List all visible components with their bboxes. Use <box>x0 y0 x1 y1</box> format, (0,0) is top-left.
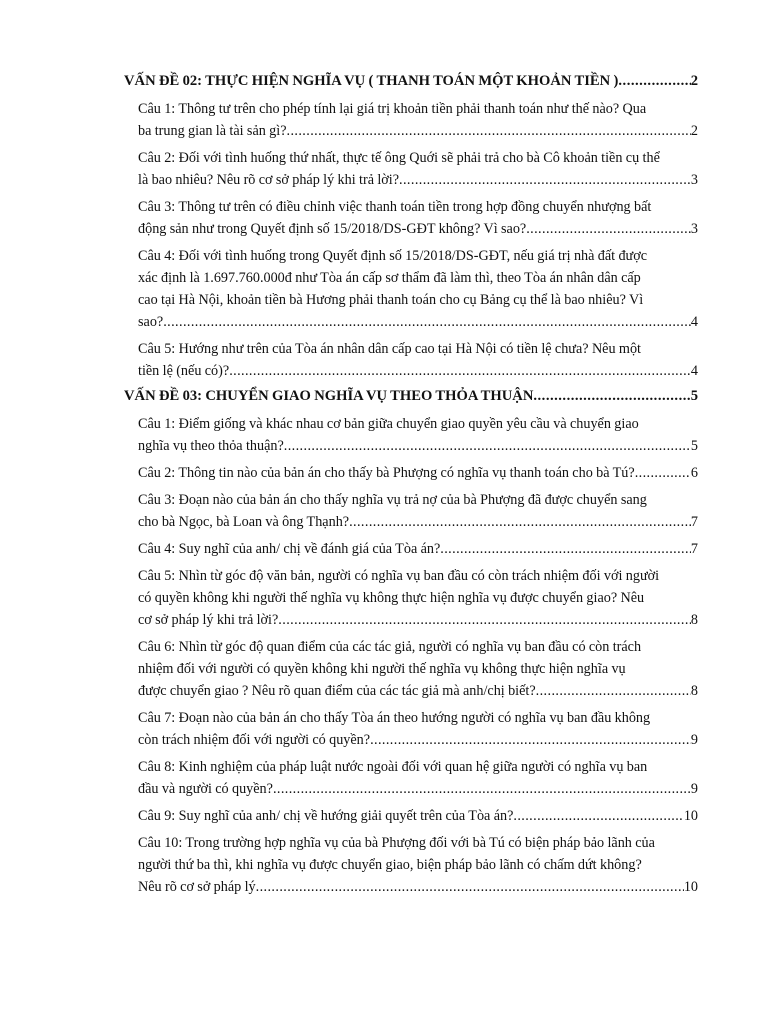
page-number: 10 <box>683 808 698 824</box>
toc-entry[interactable] <box>138 245 698 333</box>
page-number: 2 <box>690 123 698 139</box>
toc-entry[interactable] <box>138 805 698 827</box>
dot-leader <box>284 435 691 457</box>
dot-leader <box>163 311 691 333</box>
toc-entry[interactable] <box>138 707 698 751</box>
entry-text-line: cơ sở pháp lý khi trả lời? <box>138 612 279 628</box>
entry-text-line: Câu 10: Trong trường hợp nghĩa vụ của bà Phượng đối với bà Tú có biện pháp bảo lãnh của <box>138 835 655 851</box>
entry-text-line: Câu 7: Đoạn nào của bản án cho thấy Tòa án theo hướng người có nghĩa vụ ban đầu không <box>138 710 651 726</box>
toc-entry[interactable] <box>138 462 698 484</box>
entry-last-line <box>138 778 698 800</box>
dot-leader <box>618 72 690 91</box>
dot-leader <box>278 609 691 631</box>
entry-text-line: Câu 4: Suy nghĩ của anh/ chị về đánh giá của Tòa án? <box>138 541 441 557</box>
dot-leader <box>349 511 691 533</box>
entry-text-line: được chuyển giao ? Nêu rõ quan điểm của các tác giả mà anh/chị biết? <box>138 683 536 699</box>
dot-leader <box>399 169 691 191</box>
dot-leader <box>513 805 683 827</box>
table-of-contents <box>124 72 698 903</box>
entry-text-line: còn trách nhiệm đối với người có quyền? <box>138 732 371 748</box>
toc-entry[interactable] <box>138 756 698 800</box>
dot-leader <box>229 360 691 382</box>
entry-text-line: động sản như trong Quyết định số 15/2018/DS-GĐT không? Vì sao? <box>138 221 527 237</box>
page-number: 2 <box>690 73 698 89</box>
toc-entry[interactable] <box>138 832 698 898</box>
page-number: 3 <box>690 172 698 188</box>
dot-leader <box>536 680 691 702</box>
entry-text-line: Nêu rõ cơ sở pháp lý <box>138 879 256 895</box>
toc-section-heading[interactable] <box>124 387 698 406</box>
entry-text-line: Câu 5: Nhìn từ góc độ văn bản, người có nghĩa vụ ban đầu có còn trách nhiệm đối với người <box>138 568 660 584</box>
entry-last-line <box>138 680 698 702</box>
entry-last-line <box>138 169 698 191</box>
toc-entry[interactable] <box>138 147 698 191</box>
entry-last-line <box>138 360 698 382</box>
toc-entry[interactable] <box>138 636 698 702</box>
toc-entry[interactable] <box>138 538 698 560</box>
entry-text-line: có quyền không khi người thế nghĩa vụ không thực hiện nghĩa vụ được chuyển giao? Nêu <box>138 590 645 606</box>
entry-text-line: sao? <box>138 314 164 330</box>
page-number: 8 <box>690 612 698 628</box>
page-number: 6 <box>690 465 698 481</box>
entry-last-line <box>138 805 698 827</box>
entry-text-line: Câu 3: Đoạn nào của bản án cho thấy nghĩa vụ trả nợ của bà Phượng đã được chuyển sang <box>138 492 647 508</box>
entry-text-line: cho bà Ngọc, bà Loan và ông Thạnh? <box>138 514 350 530</box>
entry-text-line: ba trung gian là tài sản gì? <box>138 123 287 139</box>
toc-entry[interactable] <box>138 489 698 533</box>
entry-text-line: đầu và người có quyền? <box>138 781 273 797</box>
dot-leader <box>370 729 691 751</box>
entry-text-line: nghĩa vụ theo thỏa thuận? <box>138 438 284 454</box>
dot-leader <box>526 218 691 240</box>
entry-text-line: tiền lệ (nếu có)? <box>138 363 230 379</box>
dot-leader <box>273 778 691 800</box>
page-number: 9 <box>690 732 698 748</box>
entry-last-line <box>138 462 698 484</box>
dot-leader <box>635 462 691 484</box>
entry-last-line <box>138 435 698 457</box>
page-number: 4 <box>690 314 698 330</box>
toc-entry[interactable] <box>138 413 698 457</box>
page-number: 5 <box>690 388 698 404</box>
page-number: 4 <box>690 363 698 379</box>
entry-text-line: người thứ ba thì, khi nghĩa vụ được chuyển giao, biện pháp bảo lãnh có chấm dứt không? <box>138 857 642 873</box>
page-number: 3 <box>690 221 698 237</box>
toc-heading-line <box>124 387 698 406</box>
dot-leader <box>256 876 684 898</box>
toc-entry[interactable] <box>138 338 698 382</box>
toc-section-heading[interactable] <box>124 72 698 91</box>
entry-last-line <box>138 538 698 560</box>
entry-last-line <box>138 729 698 751</box>
page-number: 10 <box>683 879 698 895</box>
page-number: 5 <box>690 438 698 454</box>
entry-text-line: Câu 4: Đối với tình huống trong Quyết định số 15/2018/DS-GĐT, nếu giá trị nhà đất được <box>138 248 648 264</box>
toc-entry[interactable] <box>138 565 698 631</box>
entry-text-line: Câu 1: Thông tư trên cho phép tính lại giá trị khoản tiền phải thanh toán như thế nào? Qua <box>138 101 647 117</box>
entry-last-line <box>138 120 698 142</box>
entry-text-line: nhiệm đối với người có quyền không khi người thế nghĩa vụ không thực hiện nghĩa vụ <box>138 661 626 677</box>
toc-entry[interactable] <box>138 196 698 240</box>
toc-entry[interactable] <box>138 98 698 142</box>
entry-text-line: xác định là 1.697.760.000đ như Tòa án cấp sơ thẩm đã làm thì, theo Tòa án nhân dân cấp <box>138 270 641 286</box>
entry-text-line: Câu 8: Kinh nghiệm của pháp luật nước ngoài đối với quan hệ giữa người có nghĩa vụ ban <box>138 759 648 775</box>
entry-text-line: Câu 9: Suy nghĩ của anh/ chị về hướng giải quyết trên của Tòa án? <box>138 808 514 824</box>
entry-last-line <box>138 218 698 240</box>
entry-text-line: Câu 1: Điểm giống và khác nhau cơ bản giữa chuyển giao quyền yêu cầu và chuyển giao <box>138 416 639 432</box>
entry-text-line: cao tại Hà Nội, khoản tiền bà Hương phải thanh toán cho cụ Bảng cụ thể là bao nhiêu? Vì <box>138 292 644 308</box>
page-number: 7 <box>690 514 698 530</box>
page-number: 7 <box>690 541 698 557</box>
entry-last-line <box>138 609 698 631</box>
entry-last-line <box>138 311 698 333</box>
section-title: VẤN ĐỀ 03: CHUYỂN GIAO NGHĨA VỤ THEO THỎA THUẬN <box>124 388 534 404</box>
page-number: 8 <box>690 683 698 699</box>
toc-heading-line <box>124 72 698 91</box>
dot-leader <box>440 538 691 560</box>
entry-text-line: Câu 2: Đối với tình huống thứ nhất, thực tế ông Quới sẽ phải trả cho bà Cô khoản tiền cụ thể <box>138 150 660 166</box>
entry-text-line: Câu 3: Thông tư trên có điều chỉnh việc thanh toán tiền trong hợp đồng chuyển nhượng bất <box>138 199 652 215</box>
entry-last-line <box>138 876 698 898</box>
entry-text-line: Câu 2: Thông tin nào của bản án cho thấy bà Phượng có nghĩa vụ thanh toán cho bà Tú? <box>138 465 635 481</box>
entry-text-line: Câu 6: Nhìn từ góc độ quan điểm của các tác giả, người có nghĩa vụ ban đầu có còn trách <box>138 639 642 655</box>
page-number: 9 <box>690 781 698 797</box>
section-title: VẤN ĐỀ 02: THỰC HIỆN NGHĨA VỤ ( THANH TOÁN MỘT KHOẢN TIỀN ) <box>124 73 619 89</box>
dot-leader <box>533 387 690 406</box>
entry-last-line <box>138 511 698 533</box>
entry-text-line: Câu 5: Hướng như trên của Tòa án nhân dân cấp cao tại Hà Nội có tiền lệ chưa? Nêu một <box>138 341 641 357</box>
entry-text-line: là bao nhiêu? Nêu rõ cơ sở pháp lý khi trả lời? <box>138 172 400 188</box>
dot-leader <box>287 120 691 142</box>
